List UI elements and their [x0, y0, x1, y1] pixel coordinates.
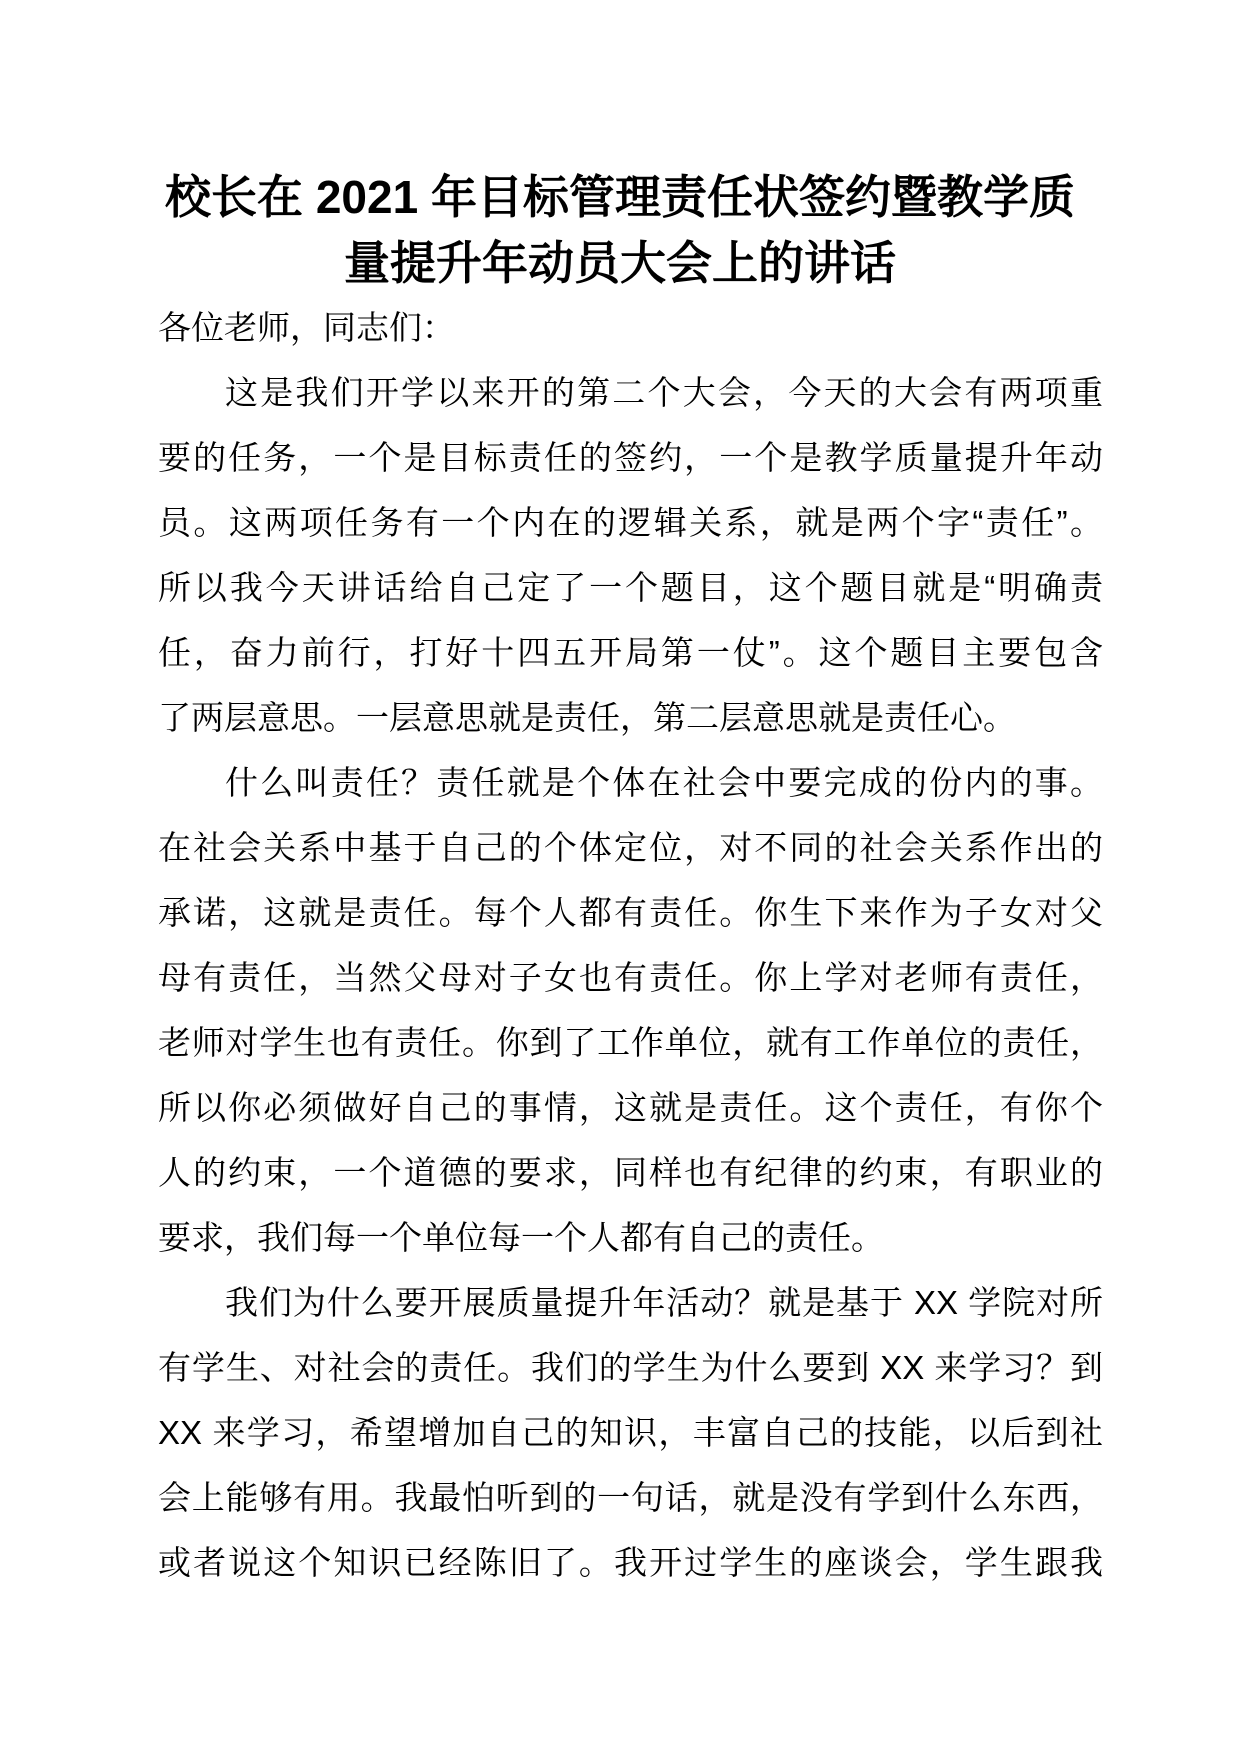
body-line: 母有责任，当然父母对子女也有责任。你上学对老师有责任， [158, 959, 1103, 996]
body-line: 老师对学生也有责任。你到了工作单位，就有工作单位的责任， [158, 1024, 1103, 1061]
body-line: 会上能够有用。我最怕听到的一句话，就是没有学到什么东西， [158, 1479, 1103, 1516]
body-line: 有学生、对社会的责任。我们的学生为什么要到 XX 来学习？到 [158, 1349, 1103, 1386]
body-line: 在社会关系中基于自己的个体定位，对不同的社会关系作出的 [158, 829, 1103, 866]
body-line: 承诺，这就是责任。每个人都有责任。你生下来作为子女对父 [158, 894, 1103, 931]
body-line: 所以你必须做好自己的事情，这就是责任。这个责任，有你个 [158, 1089, 1103, 1126]
body-line: 要的任务，一个是目标责任的签约，一个是教学质量提升年动 [158, 439, 1103, 476]
body-line: 或者说这个知识已经陈旧了。我开过学生的座谈会，学生跟我 [158, 1544, 1103, 1581]
body-line: 要求，我们每一个单位每一个人都有自己的责任。 [158, 1219, 884, 1256]
title-line-2: 量提升年动员大会上的讲话 [344, 237, 896, 289]
body-line: 了两层意思。一层意思就是责任，第二层意思就是责任心。 [158, 699, 1016, 736]
body-line: 我们为什么要开展质量提升年活动？就是基于 XX 学院对所 [225, 1284, 1103, 1321]
document-body [158, 295, 1103, 1595]
body-line: 什么叫责任？责任就是个体在社会中要完成的份内的事。 [225, 764, 1103, 801]
title-line-1: 校长在 2021 年目标管理责任状签约暨教学质 [165, 171, 1075, 223]
body-line: XX 来学习，希望增加自己的知识，丰富自己的技能，以后到社 [158, 1414, 1103, 1451]
body-line-salutation: 各位老师，同志们： [158, 309, 455, 346]
body-line: 任，奋力前行，打好十四五开局第一仗”。这个题目主要包含 [158, 634, 1103, 671]
body-line: 员。这两项任务有一个内在的逻辑关系，就是两个字“责任”。 [158, 504, 1103, 541]
body-line: 所以我今天讲话给自己定了一个题目，这个题目就是“明确责 [158, 569, 1103, 606]
body-line: 人的约束，一个道德的要求，同样也有纪律的约束，有职业的 [158, 1154, 1103, 1191]
page-title [0, 164, 1240, 296]
body-line: 这是我们开学以来开的第二个大会，今天的大会有两项重 [225, 374, 1103, 411]
